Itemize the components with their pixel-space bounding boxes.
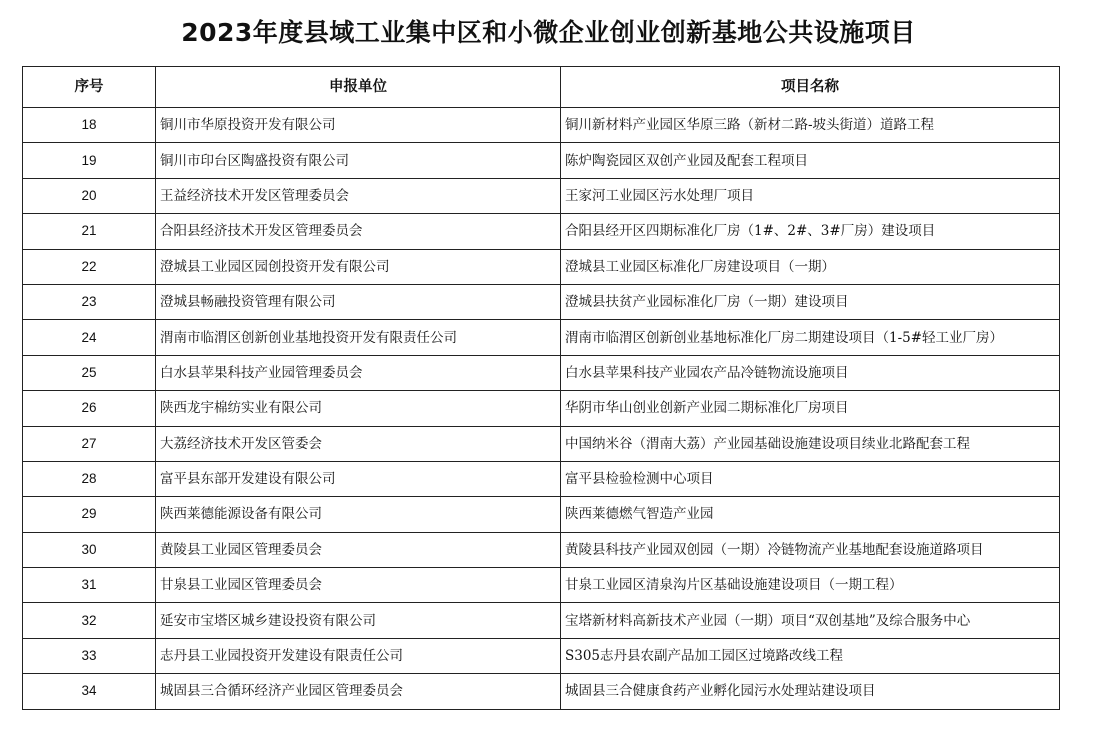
row-applicant-unit: 铜川市华原投资开发有限公司 — [156, 108, 561, 143]
row-serial-number: 24 — [23, 320, 156, 355]
table-row — [23, 532, 1060, 567]
table-row — [23, 603, 1060, 638]
row-applicant-unit: 富平县东部开发建设有限公司 — [156, 461, 561, 496]
row-serial-number: 27 — [23, 426, 156, 461]
table-row — [23, 461, 1060, 496]
row-serial-number: 30 — [23, 532, 156, 567]
table-row — [23, 568, 1060, 603]
row-applicant-unit: 白水县苹果科技产业园管理委员会 — [156, 355, 561, 390]
row-project-name: 宝塔新材料高新技术产业园（一期）项目“双创基地”及综合服务中心 — [561, 603, 1060, 638]
row-serial-number: 29 — [23, 497, 156, 532]
row-applicant-unit: 黄陵县工业园区管理委员会 — [156, 532, 561, 567]
row-project-name: 中国纳米谷（渭南大荔）产业园基础设施建设项目续业北路配套工程 — [561, 426, 1060, 461]
row-project-name: 城固县三合健康食药产业孵化园污水处理站建设项目 — [561, 674, 1060, 709]
row-project-name: 白水县苹果科技产业园农产品冷链物流设施项目 — [561, 355, 1060, 390]
table-row — [23, 108, 1060, 143]
row-serial-number: 26 — [23, 391, 156, 426]
table-row — [23, 391, 1060, 426]
row-applicant-unit: 澄城县畅融投资管理有限公司 — [156, 284, 561, 319]
row-project-name: 陈炉陶瓷园区双创产业园及配套工程项目 — [561, 143, 1060, 178]
row-project-name: 澄城县扶贫产业园标准化厂房（一期）建设项目 — [561, 284, 1060, 319]
row-applicant-unit: 大荔经济技术开发区管委会 — [156, 426, 561, 461]
table-row — [23, 214, 1060, 249]
row-serial-number: 23 — [23, 284, 156, 319]
project-table — [22, 66, 1060, 710]
row-project-name: 澄城县工业园区标准化厂房建设项目（一期） — [561, 249, 1060, 284]
table-row — [23, 674, 1060, 709]
row-project-name: 陕西莱德燃气智造产业园 — [561, 497, 1060, 532]
row-serial-number: 33 — [23, 638, 156, 673]
row-serial-number: 20 — [23, 178, 156, 213]
table-row — [23, 426, 1060, 461]
row-serial-number: 32 — [23, 603, 156, 638]
row-project-name: 铜川新材料产业园区华原三路（新材二路-坡头街道）道路工程 — [561, 108, 1060, 143]
row-applicant-unit: 澄城县工业园区园创投资开发有限公司 — [156, 249, 561, 284]
row-project-name: S305志丹县农副产品加工园区过境路改线工程 — [561, 638, 1060, 673]
row-applicant-unit: 城固县三合循环经济产业园区管理委员会 — [156, 674, 561, 709]
header-serial-number: 序号 — [23, 67, 156, 108]
row-project-name: 渭南市临渭区创新创业基地标准化厂房二期建设项目（1-5#轻工业厂房） — [561, 320, 1060, 355]
header-project-name: 项目名称 — [561, 67, 1060, 108]
row-project-name: 甘泉工业园区清泉沟片区基础设施建设项目（一期工程） — [561, 568, 1060, 603]
row-applicant-unit: 甘泉县工业园区管理委员会 — [156, 568, 561, 603]
row-serial-number: 28 — [23, 461, 156, 496]
table-row — [23, 497, 1060, 532]
row-serial-number: 34 — [23, 674, 156, 709]
row-applicant-unit: 铜川市印台区陶盛投资有限公司 — [156, 143, 561, 178]
row-serial-number: 21 — [23, 214, 156, 249]
row-project-name: 王家河工业园区污水处理厂项目 — [561, 178, 1060, 213]
row-project-name: 华阴市华山创业创新产业园二期标准化厂房项目 — [561, 391, 1060, 426]
table-row — [23, 284, 1060, 319]
table-row — [23, 320, 1060, 355]
row-applicant-unit: 渭南市临渭区创新创业基地投资开发有限责任公司 — [156, 320, 561, 355]
row-serial-number: 25 — [23, 355, 156, 390]
row-serial-number: 19 — [23, 143, 156, 178]
document-title: 2023年度县域工业集中区和小微企业创业创新基地公共设施项目 — [181, 18, 916, 47]
row-applicant-unit: 延安市宝塔区城乡建设投资有限公司 — [156, 603, 561, 638]
table-row — [23, 143, 1060, 178]
header-applicant-unit: 申报单位 — [156, 67, 561, 108]
row-project-name: 黄陵县科技产业园双创园（一期）冷链物流产业基地配套设施道路项目 — [561, 532, 1060, 567]
row-applicant-unit: 志丹县工业园投资开发建设有限责任公司 — [156, 638, 561, 673]
row-serial-number: 31 — [23, 568, 156, 603]
table-row — [23, 355, 1060, 390]
table-row — [23, 638, 1060, 673]
row-serial-number: 18 — [23, 108, 156, 143]
table-row — [23, 178, 1060, 213]
table-header-row — [23, 67, 1060, 108]
row-serial-number: 22 — [23, 249, 156, 284]
row-applicant-unit: 王益经济技术开发区管理委员会 — [156, 178, 561, 213]
row-project-name: 合阳县经开区四期标准化厂房（1#、2#、3#厂房）建设项目 — [561, 214, 1060, 249]
table-row — [23, 249, 1060, 284]
row-applicant-unit: 合阳县经济技术开发区管理委员会 — [156, 214, 561, 249]
row-project-name: 富平县检验检测中心项目 — [561, 461, 1060, 496]
row-applicant-unit: 陕西龙宇棉纺实业有限公司 — [156, 391, 561, 426]
row-applicant-unit: 陕西莱德能源设备有限公司 — [156, 497, 561, 532]
